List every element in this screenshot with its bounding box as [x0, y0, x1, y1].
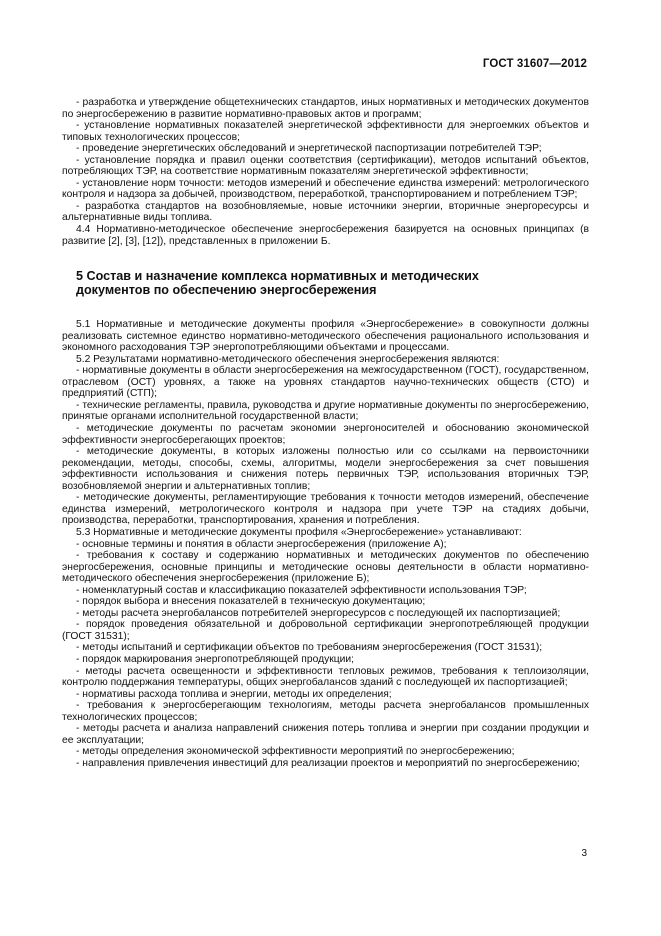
paragraph: - методы расчета освещенности и эффективности тепловых режимов, требования к теплоизоляции, контролю поддержания температуры, общих энергобалансов зданий с последующей их паспортизацией;: [62, 665, 589, 689]
section-title-line: документов по обеспечению энергосбережения: [76, 283, 377, 298]
paragraph: - установление порядка и правил оценки соответствия (сертификации), методов испытаний объектов, потребляющих ТЭР, на соответствие нормативным показателям энергетической эффективности;: [62, 154, 589, 178]
paragraph: 4.4 Нормативно-методическое обеспечение энергосбережения базируется на основных принципах (в развитие [2], [3], [12]), представленных в приложении Б.: [62, 224, 589, 247]
paragraph: - методические документы по расчетам экономии энергоносителей и обоснованию экономической эффективности энергосберегающих проектов;: [62, 423, 589, 446]
paragraph: - методы расчета и анализа направлений снижения потерь топлива и энергии при создании продукции и ее эксплуатации;: [62, 723, 589, 746]
paragraph: - установление норм точности: методов измерений и обеспечение единства измерений: метрологического контроля и надзора за добычей, производством, переработкой, транспортированием и потреблением ТЭР;: [62, 177, 589, 201]
section-4-list: [62, 97, 589, 247]
document-id-header: ГОСТ 31607—2012: [482, 58, 587, 70]
paragraph: - методы испытаний и сертификации объектов по требованиям энергосбережения (ГОСТ 31531);: [76, 642, 543, 654]
paragraph: - методические документы, регламентирующие требования к точности методов измерений, обеспечение единства измерений, метрологического контроля и надзора при учете ТЭР на стадиях добычи, производства, переработки, транспортирования, хранения и потребления.: [62, 492, 589, 527]
paragraph: - нормативные документы в области энергосбережения на межгосударственном (ГОСТ), государственном, отраслевом (ОСТ) уровнях, а также на уровнях стандартов научно-технических обществ (СТО) и предприятий (СТП);: [62, 365, 589, 400]
paragraph: - разработка и утверждение общетехнических стандартов, иных нормативных и методических документов по энергосбережению в развитие нормативно-правовых актов и программ;: [62, 97, 589, 120]
paragraph: - методические документы, в которых изложены полностью или со ссылками на первоисточники рекомендации, методы, способы, схемы, алгоритмы, модели энергосбережения за счет повышения эффективности использования и снижения потерь первичных ТЭР, использования вторичных ТЭР, возобновляемой энергии и альтернативных топлив;: [62, 446, 589, 492]
paragraph: - требования к энергосберегающим технологиям, методы расчета энергобалансов промышленных технологических процессов;: [62, 700, 589, 723]
paragraph: - направления привлечения инвестиций для реализации проектов и мероприятий по энергосбережению;: [76, 757, 580, 769]
paragraph: - разработка стандартов на возобновляемые, новые источники энергии, вторичные энергоресурсы и альтернативные виды топлива.: [62, 200, 589, 224]
section-title-line: 5 Состав и назначение комплекса нормативных и методических: [76, 269, 479, 284]
paragraph: - установление нормативных показателей энергетической эффективности для энергоемких объектов и типовых технологических процессов;: [62, 120, 589, 143]
paragraph: - порядок проведения обязательной и добровольной сертификации энергопотребляющей продукции (ГОСТ 31531);: [62, 619, 589, 642]
paragraph: 5.1 Нормативные и методические документы профиля «Энергосбережение» в совокупности должны реализовать системное единство нормативно-методического обеспечения рационального использования и экономного расходования ТЭР энергопотребляющими объектами и процессами.: [62, 319, 589, 354]
section-5-title: [76, 269, 589, 297]
paragraph: 5.3 Нормативные и методические документы профиля «Энергосбережение» устанавливают:: [76, 526, 522, 538]
page-number: 3: [581, 848, 587, 859]
paragraph: - основные термины и понятия в области энергосбережения (приложение А);: [76, 538, 447, 550]
paragraph: - методы определения экономической эффективности мероприятий по энергосбережению;: [76, 746, 515, 758]
paragraph: - номенклатурный состав и классификацию показателей эффективности использования ТЭР;: [76, 584, 527, 596]
section-5-list: [62, 319, 589, 769]
paragraph: - порядок выбора и внесения показателей в техническую документацию;: [76, 596, 426, 608]
paragraph: - порядок маркирования энергопотребляющей продукции;: [76, 653, 355, 665]
paragraph: - методы расчета энергобалансов потребителей энергоресурсов с последующей их паспортизацией;: [76, 607, 561, 619]
paragraph: - требования к составу и содержанию нормативных и методических документов по обеспечению энергосбережения, основные принципы и методические основы деятельности в области нормативно-методического обеспечения энергосбережения (приложение Б);: [62, 550, 589, 585]
paragraph: 5.2 Результатами нормативно-методического обеспечения энергосбережения являются:: [76, 353, 500, 365]
paragraph: - проведение энергетических обследований и энергетической паспортизации потребителей ТЭР;: [76, 143, 542, 155]
paragraph: - нормативы расхода топлива и энергии, методы их определения;: [76, 688, 392, 700]
page-body: [62, 97, 589, 769]
paragraph: - технические регламенты, правила, руководства и другие нормативные документы по энергосбережению, принятые органами исполнительной государственной власти;: [62, 399, 589, 423]
